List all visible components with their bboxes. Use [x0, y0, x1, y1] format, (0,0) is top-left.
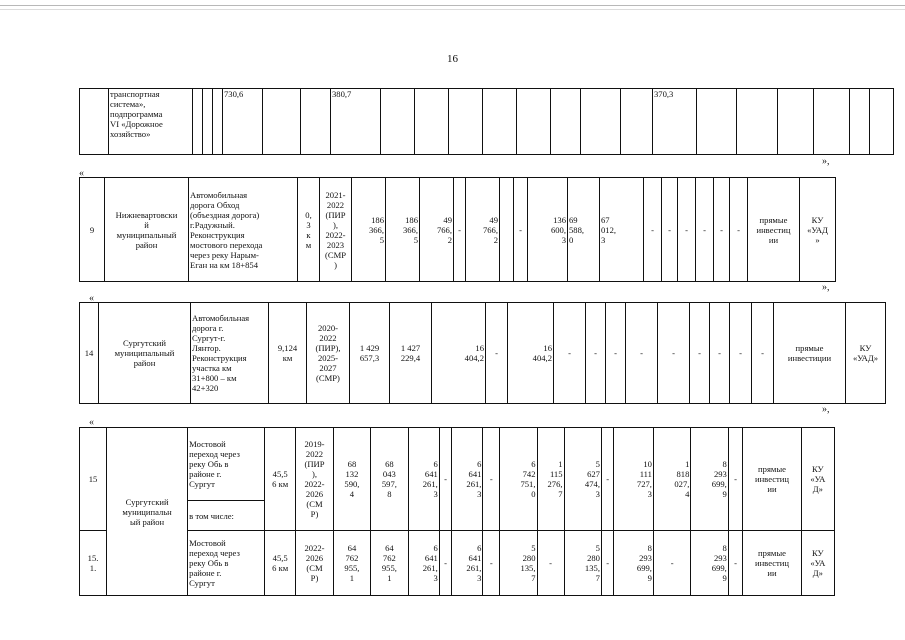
value-cell: 5 280 135, 7	[500, 531, 537, 596]
table-continuation	[79, 88, 894, 155]
customer-cell: КУ «УАД»	[846, 303, 886, 404]
district-cell: Нижневартовски й муниципальный район	[105, 178, 189, 282]
district-cell: Сургутский муниципальный район	[99, 303, 191, 404]
opening-quote-mark: «	[89, 293, 94, 304]
value-cell: 8 293 699, 9	[691, 428, 728, 531]
value-cell: 8 293 699, 9	[691, 531, 728, 596]
value-cell: -	[696, 178, 714, 282]
program-name-cell: транспортная система», подпрограмма VI «Дорожное хозяйство»	[109, 89, 193, 155]
capacity-cell: 45,5 6 км	[265, 531, 296, 596]
value-cell: -	[730, 303, 752, 404]
value-cell: 186 366, 5	[352, 178, 386, 282]
object-cell: Автомобильная дорога Обход (объездная дорога) г.Радужный. Реконструкция мостового перехода через реку Нарым- Еган на км 18+854	[189, 178, 298, 282]
value-cell: 380,7	[331, 89, 381, 155]
value-cell	[500, 178, 514, 282]
page-number: 16	[447, 53, 458, 65]
cell	[263, 89, 301, 155]
value-cell: -	[454, 178, 466, 282]
cell	[778, 89, 814, 155]
closing-quote-mark: »,	[822, 282, 830, 293]
cell	[850, 89, 870, 155]
closing-quote-mark: »,	[822, 404, 830, 415]
value-cell: -	[728, 531, 743, 596]
cell	[483, 89, 517, 155]
cell	[381, 89, 415, 155]
capacity-cell: 45,5 6 км	[265, 428, 296, 531]
subtotal-label: в том числе:	[188, 501, 265, 531]
row-number: 15	[80, 428, 107, 531]
value-cell: 5 627 474, 3	[564, 428, 601, 531]
value-cell: 8 293 699, 9	[614, 531, 654, 596]
value-cell: 6 641 261, 3	[408, 428, 439, 531]
value-cell: 16 404,2	[508, 303, 554, 404]
value-cell: -	[483, 428, 500, 531]
object-cell: Автомобильная дорога г. Сургут-г. Лянтор. Реконструкция участка км 31+800 – км 42+320	[191, 303, 269, 404]
scan-top-border-faint	[0, 9, 905, 10]
value-cell: -	[439, 428, 451, 531]
value-cell: -	[653, 531, 690, 596]
value-cell: -	[714, 178, 730, 282]
row-number: 15. 1.	[80, 531, 107, 596]
value-cell: -	[486, 303, 508, 404]
value-cell: 6 641 261, 3	[452, 428, 483, 531]
value-cell: 49 766, 2	[466, 178, 500, 282]
mechanism-cell: прямые инвестиц ии	[748, 178, 800, 282]
cell	[213, 89, 223, 155]
opening-quote-mark: «	[79, 168, 84, 179]
cell	[203, 89, 213, 155]
value-cell: 68 043 597, 8	[371, 428, 408, 531]
value-cell: -	[626, 303, 658, 404]
value-cell: -	[662, 178, 678, 282]
value-cell: -	[586, 303, 606, 404]
value-cell: -	[728, 428, 743, 531]
period-cell: 2019- 2022 (ПИР ), 2022- 2026 (СМ Р)	[296, 428, 333, 531]
value-cell: 370,3	[653, 89, 697, 155]
value-cell: -	[514, 178, 528, 282]
cell	[870, 89, 894, 155]
mechanism-cell: прямые инвестиц ии	[743, 531, 801, 596]
value-cell: 136 600, 3	[528, 178, 568, 282]
value-cell: 69 588, 0	[568, 178, 600, 282]
period-cell: 2020- 2022 (ПИР), 2025- 2027 (СМР)	[307, 303, 350, 404]
mechanism-cell: прямые инвестиц ии	[743, 428, 801, 531]
value-cell: 6 641 261, 3	[408, 531, 439, 596]
value-cell: -	[644, 178, 662, 282]
mechanism-cell: прямые инвестиции	[774, 303, 846, 404]
value-cell: -	[601, 428, 613, 531]
value-cell: -	[710, 303, 730, 404]
cell	[581, 89, 621, 155]
value-cell: 1 818 027, 4	[653, 428, 690, 531]
cell	[80, 89, 109, 155]
period-cell: 2021- 2022 (ПИР ), 2022- 2023 (СМР )	[320, 178, 352, 282]
customer-cell: КУ «УАД »	[800, 178, 836, 282]
value-cell: 64 762 955, 1	[333, 531, 370, 596]
scan-top-border	[0, 5, 905, 6]
customer-cell: КУ «УА Д»	[801, 531, 834, 596]
value-cell: 5 280 135, 7	[564, 531, 601, 596]
value-cell: -	[483, 531, 500, 596]
value-cell: 1 115 276, 7	[537, 428, 564, 531]
value-cell: -	[678, 178, 696, 282]
value-cell: 68 132 590, 4	[333, 428, 370, 531]
value-cell: 16 404,2	[432, 303, 486, 404]
object-cell: Мостовой переход через реку Обь в районе г. Сургут	[188, 531, 265, 596]
value-cell: 10 111 727, 3	[614, 428, 654, 531]
value-cell: 1 427 229,4	[390, 303, 432, 404]
district-cell: Сургутский муниципальн ый район	[107, 428, 188, 596]
cell	[551, 89, 581, 155]
value-cell: -	[658, 303, 690, 404]
row-number: 9	[80, 178, 105, 282]
capacity-cell: 9,124 км	[269, 303, 307, 404]
value-cell: -	[439, 531, 451, 596]
row-number: 14	[80, 303, 99, 404]
cell	[621, 89, 653, 155]
cell	[814, 89, 850, 155]
customer-cell: КУ «УА Д»	[801, 428, 834, 531]
opening-quote-mark: «	[89, 417, 94, 428]
cell	[193, 89, 203, 155]
value-cell: -	[606, 303, 626, 404]
cell	[415, 89, 449, 155]
period-cell: 2022- 2026 (СМ Р)	[296, 531, 333, 596]
value-cell: 6 742 751, 0	[500, 428, 537, 531]
cell	[697, 89, 737, 155]
cell	[517, 89, 551, 155]
value-cell: -	[537, 531, 564, 596]
value-cell: 67 012, 3	[600, 178, 644, 282]
cell	[737, 89, 778, 155]
value-cell: -	[554, 303, 586, 404]
value-cell: 1 429 657,3	[350, 303, 390, 404]
value-cell: 730,6	[223, 89, 263, 155]
closing-quote-mark: »,	[822, 156, 830, 167]
value-cell: 186 366, 5	[386, 178, 420, 282]
table-row-14	[79, 302, 886, 404]
table-row-15	[79, 427, 835, 596]
object-cell: Мостовой переход через реку Обь в районе г. Сургут	[188, 428, 265, 501]
value-cell: -	[730, 178, 748, 282]
capacity-cell: 0, 3 к м	[298, 178, 320, 282]
value-cell: 6 641 261, 3	[452, 531, 483, 596]
cell	[449, 89, 483, 155]
value-cell: -	[601, 531, 613, 596]
cell	[301, 89, 331, 155]
value-cell: -	[690, 303, 710, 404]
table-row-9	[79, 177, 836, 282]
value-cell: -	[752, 303, 774, 404]
value-cell: 49 766, 2	[420, 178, 454, 282]
value-cell: 64 762 955, 1	[371, 531, 408, 596]
